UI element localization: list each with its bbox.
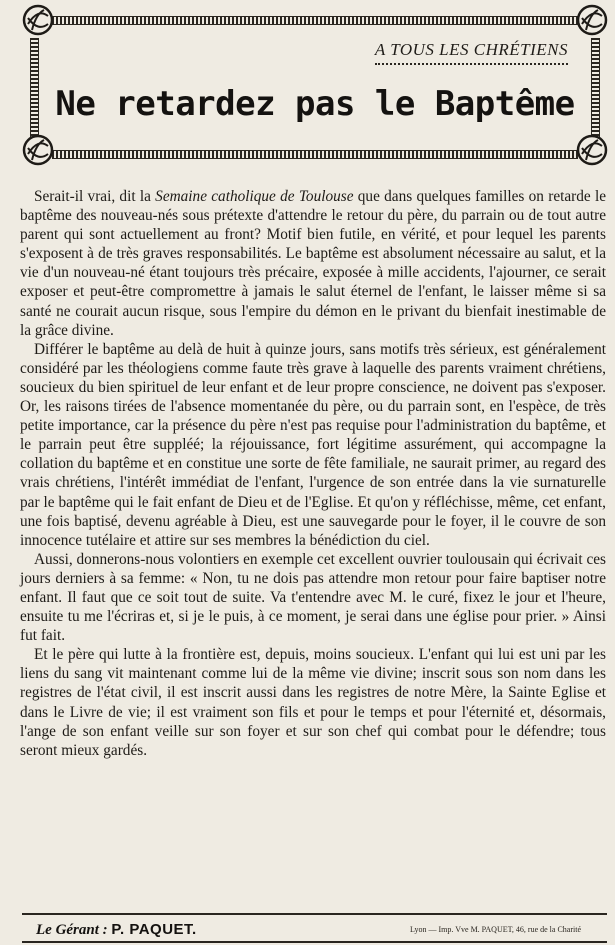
rope-knot-icon [22,4,54,36]
gerant-name: P. PAQUET. [111,921,197,938]
rope-knot-icon [576,4,608,36]
source-title: Semaine catholique de Toulouse [155,188,354,205]
gerant-label: Le Gérant : [36,922,108,938]
article-paragraph: Différer le baptême au delà de huit à quinze jours, sans motifs très sérieux, est généralement considéré par les théologiens comme faute très grave à laquelle des parents vraiment chrétiens, soucieux du bien spirituel de leur enfant et de leur propre conscience, ne doivent pas s'exposer. Or, les raisons tirées de l'absence momentanée du père, ou du parrain sont, en l'espèce, de très petite importance, car la présence du père n'est pas requise pour l'administration du baptême, et le parrain peut être suppléé; la réjouissance, fort légitime assurément, qui accompagne la collation du baptême et en constitue une sorte de fête familiale, ne saurait primer, au regard des vrais chrétiens, l'intérêt immédiat de l'enfant, l'urgence de son entrée dans la vie surnaturelle par le baptême qui le fait enfant de Dieu et de l'Eglise. Et qu'on y réfléchisse, même, cet enfant, une fois baptisé, devenu agréable à Dieu, est une sauvegarde pour le foyer, il le couvre de son innocence tutélaire et attire sur ses membres la bénédiction du ciel. [20,340,606,549]
footer-rule [22,913,607,915]
rope-knot-icon [22,134,54,166]
gerant-line [36,921,197,939]
article-paragraph: Aussi, donnerons-nous volontiers en exemple cet excellent ouvrier toulousain qui écrivait ces jours derniers à sa femme: « Non, tu ne dois pas attendre mon retour pour faire baptiser notre enfant. Il faut que ce soit tout de suite. Va t'entendre avec M. le curé, fixez le jour et l'heure, ensuite tu me l'écriras et, si je le puis, à ce moment, je serai dans une église pour prier. » Ainsi fut fait. [20,550,606,645]
rope-border-top [52,16,578,25]
article-body [20,187,606,760]
rope-knot-icon [576,134,608,166]
paragraph-text: Serait-il vrai, dit la [34,188,156,205]
header-frame [22,4,608,166]
section-kicker: A TOUS LES CHRÉTIENS [375,40,568,65]
footer-rule [22,941,607,943]
rope-border-bottom [52,150,578,159]
paragraph-text: que dans quelques familles on retarde le baptême des nouveau-nés sous prétexte d'attendre le retour du père, du parrain ou de tout autre parent qui sont actuellement au front? Motif bien futile, en vérité, et pour lequel les parents s'exposent à de très graves responsabilités. Le baptême est absolument nécessaire au salut, et la vie d'un nouveau-né étant toujours très précaire, exposée à mille accidents, l'ajourner, ce serait exposer et peut-être compromettre à jamais le salut éternel de l'enfant, le laisser même si sa santé ne courait aucun risque, sous l'empire du démon en le privant du bienfait inestimable de la grâce divine. [20,188,606,339]
article-paragraph: Et le père qui lutte à la frontière est, depuis, moins soucieux. L'enfant qui lui est uni par les liens du sang vit maintenant comme lui de la même vie divine; inscrit sous son nom dans les registres de l'état civil, il est inscrit aussi dans les registres de notre Mère, la Sainte Eglise et dans le Livre de vie; il est vraiment son fils et pour le temps et pour l'éternité et, désormais, l'ange de son enfant veille sur son foyer et sur son chef qui combat pour le défendre; tous seront mieux gardés. [20,646,606,759]
page-title: Ne retardez pas le Baptême [55,84,575,124]
article-paragraph [20,187,606,340]
printer-imprint: Lyon — Imp. Vve M. PAQUET, 46, rue de la Charité [410,925,581,934]
